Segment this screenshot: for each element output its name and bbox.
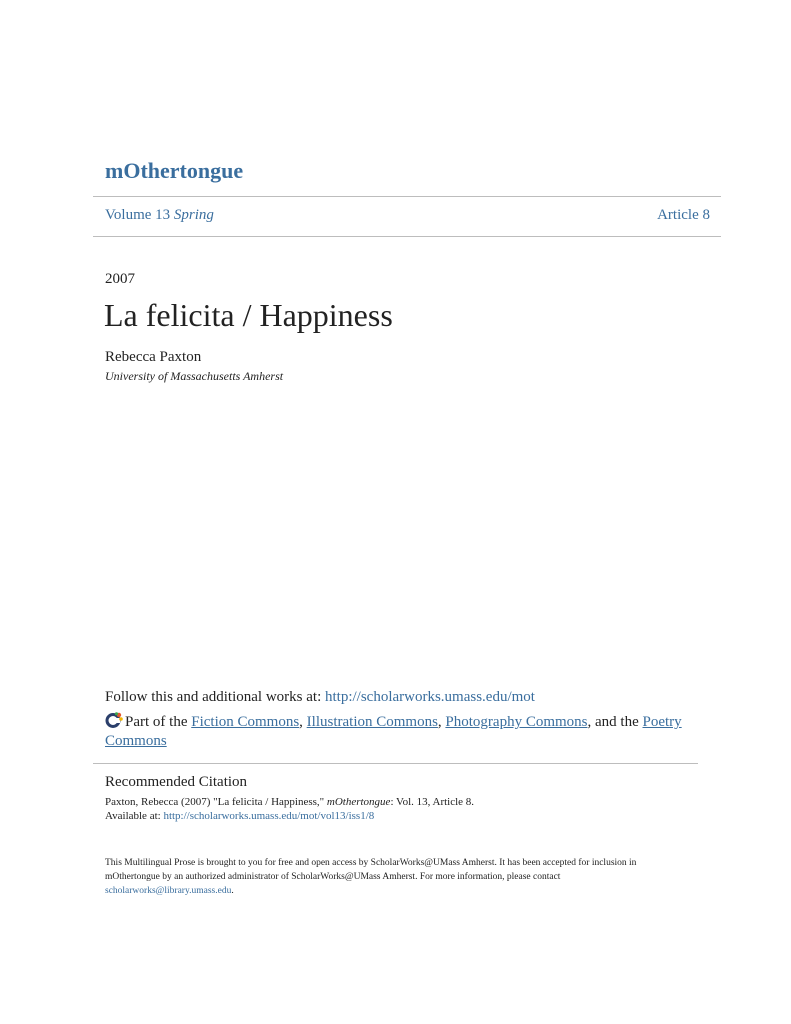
citation-block <box>105 795 474 823</box>
citation-authors: Paxton, Rebecca (2007) "La felicita / Happiness," <box>105 796 325 808</box>
fiction-commons-link[interactable]: Fiction Commons <box>191 714 300 730</box>
part-of-line <box>105 712 685 751</box>
citation-divider <box>93 763 698 764</box>
illustration-commons-link[interactable]: Illustration Commons <box>306 714 438 730</box>
header-bottom-divider <box>93 236 721 237</box>
article-title: La felicita / Happiness <box>104 297 393 333</box>
citation-heading: Recommended Citation <box>105 774 248 790</box>
publication-year: 2007 <box>105 271 135 287</box>
header-top-divider <box>93 196 721 197</box>
available-at-label: Available at: <box>105 810 161 822</box>
access-statement <box>105 856 665 898</box>
citation-line-2 <box>105 809 474 823</box>
poetry-commons-link[interactable]: Poetry Commons <box>105 714 682 749</box>
author-affiliation: University of Massachusetts Amherst <box>105 369 284 383</box>
photography-commons-link[interactable]: Photography Commons <box>445 714 588 730</box>
article-url-link[interactable]: http://scholarworks.umass.edu/mot/vol13/iss1/8 <box>163 810 375 822</box>
access-statement-line-1: This Multilingual Prose is brought to you for free and open access by ScholarWorks@UMass Amherst. It has been accepted for inclusion in <box>105 858 637 868</box>
citation-volume: : Vol. 13, Article 8. <box>390 796 475 808</box>
sep-1: , <box>299 714 303 730</box>
article-number-link[interactable]: Article 8 <box>657 207 710 223</box>
season-label: Spring <box>173 207 214 223</box>
creative-commons-icon <box>105 712 123 728</box>
access-statement-line-3 <box>105 884 665 898</box>
volume-label: Volume 13 <box>105 207 171 223</box>
volume-link[interactable] <box>105 207 214 224</box>
citation-journal: mOthertongue <box>326 796 391 808</box>
access-statement-line-2: mOthertongue by an authorized administrator of ScholarWorks@UMass Amherst. For more information, please contact <box>105 872 561 882</box>
part-of-prefix: Part of the <box>125 714 188 730</box>
contact-email-link[interactable]: scholarworks@library.umass.edu <box>105 886 232 896</box>
sep-2: , <box>437 714 442 730</box>
and-the-text: , and the <box>587 714 639 730</box>
access-statement-end: . <box>231 886 234 896</box>
follow-line <box>105 689 535 706</box>
author-name: Rebecca Paxton <box>105 349 202 365</box>
journal-title-link[interactable]: mOthertongue <box>105 158 244 183</box>
citation-line-1 <box>105 795 474 809</box>
follow-prefix: Follow this and additional works at: <box>105 689 322 705</box>
collection-url-link[interactable]: http://scholarworks.umass.edu/mot <box>324 689 535 705</box>
